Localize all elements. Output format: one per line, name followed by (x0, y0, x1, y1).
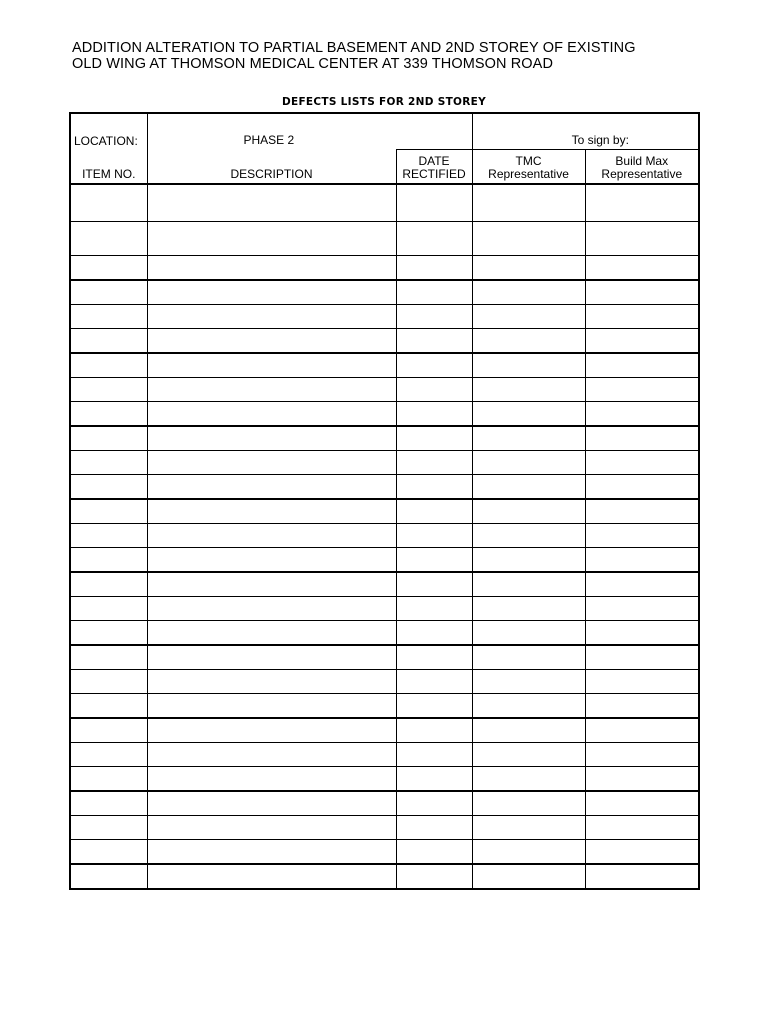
item-no-cell (70, 816, 147, 840)
item-no-cell (70, 718, 147, 743)
buildmax-signature-cell (585, 426, 699, 451)
table-row (70, 718, 699, 743)
buildmax-signature-cell (585, 353, 699, 378)
buildmax-header-line-1: Build Max (615, 154, 669, 168)
date-rectified-cell (396, 280, 472, 305)
table-row (70, 767, 699, 792)
tmc-signature-cell (472, 718, 585, 743)
table-row (70, 670, 699, 694)
tmc-signature-cell (472, 184, 585, 222)
description-cell (147, 475, 396, 500)
description-cell (147, 329, 396, 354)
tmc-signature-cell (472, 645, 585, 670)
date-rectified-cell (396, 597, 472, 621)
description-cell (147, 524, 396, 548)
tmc-signature-cell (472, 256, 585, 281)
item-no-cell (70, 670, 147, 694)
table-row (70, 548, 699, 573)
buildmax-representative-header (585, 150, 699, 185)
date-rectified-header (396, 150, 472, 185)
description-cell (147, 597, 396, 621)
tmc-signature-cell (472, 621, 585, 646)
table-row (70, 645, 699, 670)
description-cell (147, 184, 396, 222)
item-no-cell (70, 621, 147, 646)
defects-table (69, 112, 700, 890)
table-row (70, 816, 699, 840)
date-rectified-cell (396, 718, 472, 743)
location-label: LOCATION: (70, 113, 147, 150)
description-cell (147, 305, 396, 329)
table-row (70, 597, 699, 621)
description-cell (147, 670, 396, 694)
description-header (147, 150, 396, 185)
sign-by-label: To sign by: (472, 113, 699, 150)
tmc-signature-cell (472, 694, 585, 719)
date-rectified-cell (396, 402, 472, 427)
description-cell (147, 743, 396, 767)
date-rectified-cell (396, 222, 472, 256)
item-no-cell (70, 451, 147, 475)
tmc-signature-cell (472, 767, 585, 792)
date-header-line-2: RECTIFIED (402, 167, 466, 181)
buildmax-signature-cell (585, 645, 699, 670)
table-row (70, 451, 699, 475)
date-header-line-1: DATE (418, 154, 450, 168)
item-no-cell (70, 475, 147, 500)
tmc-signature-cell (472, 499, 585, 524)
item-no-cell (70, 548, 147, 573)
buildmax-signature-cell (585, 451, 699, 475)
item-no-cell (70, 645, 147, 670)
buildmax-signature-cell (585, 791, 699, 816)
tmc-signature-cell (472, 670, 585, 694)
description-cell (147, 718, 396, 743)
description-cell (147, 451, 396, 475)
table-row (70, 426, 699, 451)
buildmax-signature-cell (585, 329, 699, 354)
buildmax-signature-cell (585, 378, 699, 402)
item-no-cell (70, 840, 147, 865)
tmc-signature-cell (472, 451, 585, 475)
table-row (70, 353, 699, 378)
tmc-header-line-1: TMC (515, 154, 542, 168)
description-cell (147, 280, 396, 305)
date-rectified-cell (396, 256, 472, 281)
table-row (70, 524, 699, 548)
description-cell (147, 548, 396, 573)
table-row (70, 378, 699, 402)
buildmax-header-line-2: Representative (601, 167, 683, 181)
description-cell (147, 694, 396, 719)
defect-rows (70, 184, 699, 889)
description-cell (147, 426, 396, 451)
buildmax-signature-cell (585, 670, 699, 694)
item-no-cell (70, 499, 147, 524)
date-rectified-cell (396, 840, 472, 865)
table-row (70, 621, 699, 646)
description-cell (147, 816, 396, 840)
date-rectified-cell (396, 475, 472, 500)
item-no-cell (70, 353, 147, 378)
description-cell (147, 791, 396, 816)
table-row (70, 329, 699, 354)
table-row (70, 499, 699, 524)
tmc-signature-cell (472, 280, 585, 305)
buildmax-signature-cell (585, 184, 699, 222)
date-rectified-cell (396, 426, 472, 451)
table-row (70, 840, 699, 865)
buildmax-signature-cell (585, 524, 699, 548)
tmc-signature-cell (472, 816, 585, 840)
description-cell (147, 353, 396, 378)
tmc-signature-cell (472, 222, 585, 256)
date-rectified-cell (396, 864, 472, 889)
table-row (70, 694, 699, 719)
tmc-signature-cell (472, 426, 585, 451)
buildmax-signature-cell (585, 402, 699, 427)
item-no-cell (70, 572, 147, 597)
item-no-cell (70, 524, 147, 548)
date-rectified-cell (396, 572, 472, 597)
date-rectified-cell (396, 184, 472, 222)
date-rectified-cell (396, 816, 472, 840)
item-no-cell (70, 426, 147, 451)
tmc-signature-cell (472, 353, 585, 378)
item-no-header (70, 150, 147, 185)
description-cell (147, 767, 396, 792)
date-rectified-cell (396, 499, 472, 524)
buildmax-signature-cell (585, 864, 699, 889)
table-row (70, 475, 699, 500)
date-rectified-cell (396, 645, 472, 670)
buildmax-signature-cell (585, 621, 699, 646)
date-rectified-cell (396, 791, 472, 816)
tmc-signature-cell (472, 378, 585, 402)
description-cell (147, 256, 396, 281)
tmc-signature-cell (472, 402, 585, 427)
description-cell (147, 840, 396, 865)
item-no-cell (70, 597, 147, 621)
buildmax-signature-cell (585, 548, 699, 573)
tmc-header-line-2: Representative (488, 167, 569, 181)
date-rectified-cell (396, 451, 472, 475)
item-no-cell (70, 280, 147, 305)
tmc-signature-cell (472, 743, 585, 767)
buildmax-signature-cell (585, 572, 699, 597)
project-title-line-2: OLD WING AT THOMSON MEDICAL CENTER AT 339 THOMSON ROAD (72, 56, 554, 72)
table-row (70, 222, 699, 256)
table-row (70, 256, 699, 281)
table-row (70, 280, 699, 305)
table-row (70, 791, 699, 816)
tmc-signature-cell (472, 524, 585, 548)
table-row (70, 184, 699, 222)
description-cell (147, 402, 396, 427)
date-rectified-cell (396, 524, 472, 548)
item-no-cell (70, 864, 147, 889)
buildmax-signature-cell (585, 280, 699, 305)
sheet-title: DEFECTS LISTS FOR 2ND STOREY (281, 96, 487, 108)
date-rectified-cell (396, 694, 472, 719)
table-row (70, 305, 699, 329)
table-row (70, 402, 699, 427)
date-rectified-cell (396, 378, 472, 402)
buildmax-signature-cell (585, 816, 699, 840)
tmc-signature-cell (472, 305, 585, 329)
column-header-row (70, 150, 699, 185)
buildmax-signature-cell (585, 256, 699, 281)
table-row (70, 572, 699, 597)
item-no-cell (70, 378, 147, 402)
description-cell (147, 222, 396, 256)
buildmax-signature-cell (585, 475, 699, 500)
project-title (72, 40, 732, 72)
buildmax-signature-cell (585, 597, 699, 621)
date-rectified-cell (396, 353, 472, 378)
description-cell (147, 645, 396, 670)
buildmax-signature-cell (585, 305, 699, 329)
item-no-cell (70, 222, 147, 256)
item-no-cell (70, 791, 147, 816)
location-value: PHASE 2 (147, 113, 472, 150)
tmc-signature-cell (472, 840, 585, 865)
tmc-signature-cell (472, 572, 585, 597)
item-no-cell (70, 329, 147, 354)
description-cell (147, 572, 396, 597)
project-title-line-1: ADDITION ALTERATION TO PARTIAL BASEMENT AND 2ND STOREY OF EXISTING (72, 40, 636, 56)
buildmax-signature-cell (585, 718, 699, 743)
date-rectified-cell (396, 670, 472, 694)
item-no-header-text: ITEM NO. (82, 167, 136, 181)
buildmax-signature-cell (585, 840, 699, 865)
description-cell (147, 621, 396, 646)
description-header-text: DESCRIPTION (230, 167, 313, 181)
item-no-cell (70, 402, 147, 427)
date-rectified-cell (396, 743, 472, 767)
buildmax-signature-cell (585, 743, 699, 767)
buildmax-signature-cell (585, 222, 699, 256)
item-no-cell (70, 256, 147, 281)
description-cell (147, 499, 396, 524)
item-no-cell (70, 767, 147, 792)
date-rectified-cell (396, 767, 472, 792)
description-cell (147, 378, 396, 402)
date-rectified-cell (396, 305, 472, 329)
tmc-signature-cell (472, 864, 585, 889)
buildmax-signature-cell (585, 694, 699, 719)
table-row (70, 743, 699, 767)
item-no-cell (70, 184, 147, 222)
table-row (70, 864, 699, 889)
buildmax-signature-cell (585, 767, 699, 792)
buildmax-signature-cell (585, 499, 699, 524)
tmc-signature-cell (472, 791, 585, 816)
location-row (70, 113, 699, 150)
tmc-signature-cell (472, 597, 585, 621)
date-rectified-cell (396, 548, 472, 573)
tmc-representative-header (472, 150, 585, 185)
tmc-signature-cell (472, 329, 585, 354)
date-rectified-cell (396, 621, 472, 646)
tmc-signature-cell (472, 475, 585, 500)
description-cell (147, 864, 396, 889)
item-no-cell (70, 694, 147, 719)
item-no-cell (70, 305, 147, 329)
item-no-cell (70, 743, 147, 767)
date-rectified-cell (396, 329, 472, 354)
tmc-signature-cell (472, 548, 585, 573)
